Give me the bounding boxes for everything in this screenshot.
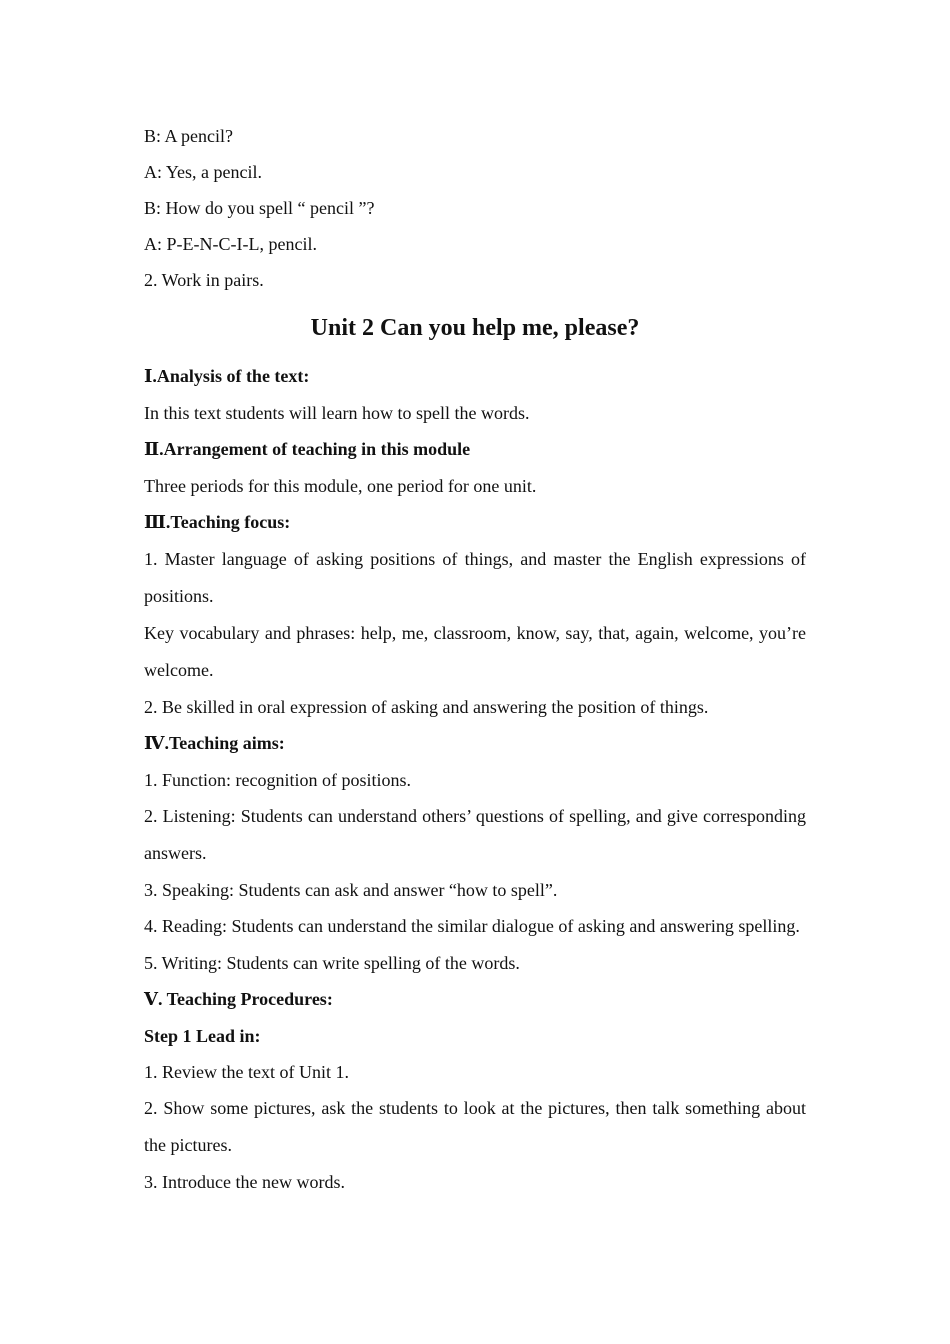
dialogue-line: 2. Work in pairs.: [144, 270, 264, 290]
roman-numeral: Ⅳ: [144, 733, 165, 754]
roman-numeral: Ⅱ: [144, 439, 160, 460]
dialogue-line: A: Yes, a pencil.: [144, 162, 262, 182]
section-heading-procedures: [144, 981, 806, 1018]
unit-title: Unit 2 Can you help me, please?: [310, 315, 640, 341]
list-item: 2. Be skilled in oral expression of asking and answering the position of things.: [144, 697, 709, 717]
list-item: 2. Show some pictures, ask the students to look at the pictures, then talk something about the pictures.: [144, 1098, 806, 1155]
heading-text: .Teaching aims:: [164, 733, 285, 753]
list-item: 1. Function: recognition of positions.: [144, 770, 411, 790]
section-heading-aims: [144, 725, 806, 762]
section-heading-arrangement: [144, 431, 806, 468]
paragraph: Three periods for this module, one period for one unit.: [144, 476, 537, 496]
dialogue-line: A: P-E-N-C-I-L, pencil.: [144, 234, 317, 254]
list-item: 4. Reading: Students can understand the similar dialogue of asking and answering spelling.: [144, 916, 800, 936]
list-item: 5. Writing: Students can write spelling of the words.: [144, 953, 520, 973]
list-item: 3. Introduce the new words.: [144, 1172, 345, 1192]
dialogue-line: B: A pencil?: [144, 126, 233, 146]
step-heading: Step 1 Lead in:: [144, 1026, 261, 1046]
list-item: 3. Speaking: Students can ask and answer “how to spell”.: [144, 880, 558, 900]
heading-text: . Teaching Procedures:: [157, 989, 333, 1009]
heading-text: .Arrangement of teaching in this module: [159, 439, 471, 459]
roman-numeral: Ⅰ: [144, 366, 153, 387]
document-page: [144, 118, 806, 1200]
section-heading-focus: [144, 504, 806, 541]
list-item: 1. Review the text of Unit 1.: [144, 1062, 349, 1082]
paragraph: In this text students will learn how to spell the words.: [144, 403, 530, 423]
list-item: 1. Master language of asking positions of things, and master the English expressions of positions.: [144, 549, 806, 606]
heading-text: .Analysis of the text:: [152, 366, 310, 386]
roman-numeral: Ⅲ: [144, 512, 166, 533]
dialogue-line: B: How do you spell “ pencil ”?: [144, 198, 375, 218]
section-heading-analysis: [144, 358, 806, 395]
list-item: 2. Listening: Students can understand others’ questions of spelling, and give corresponding answers.: [144, 806, 806, 863]
list-item: Key vocabulary and phrases: help, me, classroom, know, say, that, again, welcome, you’re welcome.: [144, 623, 806, 680]
roman-numeral: Ⅴ: [144, 989, 158, 1010]
heading-text: .Teaching focus:: [165, 512, 291, 532]
